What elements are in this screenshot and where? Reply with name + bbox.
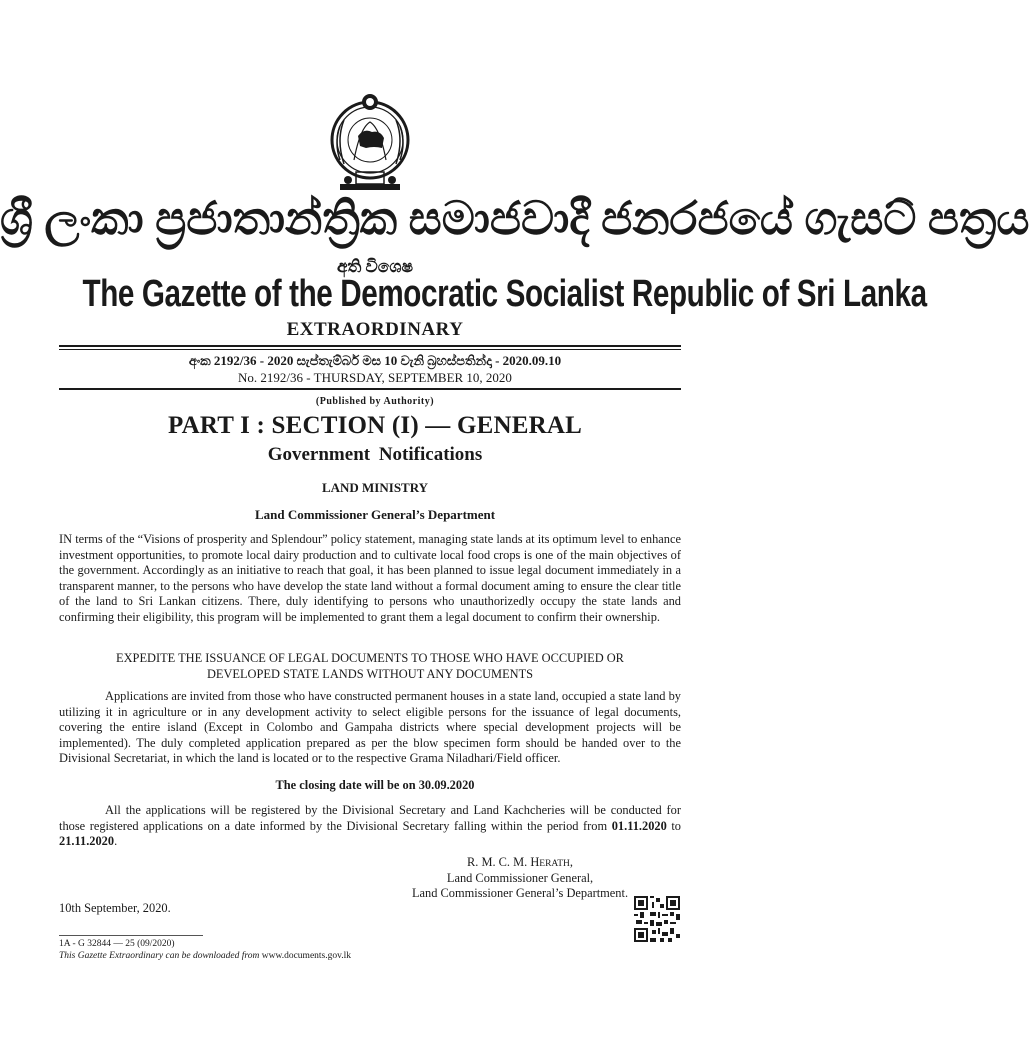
closing-date-line: The closing date will be on 30.09.2020 xyxy=(275,778,475,792)
header-rule-thick xyxy=(59,345,681,347)
signatory-department: Land Commissioner General’s Department. xyxy=(411,886,629,900)
notice-caps-heading: EXPEDITE THE ISSUANCE OF LEGAL DOCUMENTS TO THOSE WHO HAVE OCCUPIED OR DEVELOPED STATE LANDS WITHOUT ANY DOCUMENTS xyxy=(116,651,624,681)
footer-download-text: This Gazette Extraordinary can be downloaded from xyxy=(59,951,260,961)
signatory-name xyxy=(380,855,660,873)
registration-paragraph xyxy=(59,803,681,850)
department-heading: Land Commissioner General’s Department xyxy=(254,507,496,522)
sinhala-extraordinary-label: අති විශෙෂ xyxy=(337,257,413,276)
header-rule-thin xyxy=(59,349,681,350)
intro-paragraph: IN terms of the “Visions of prosperity and Splendour” policy statement, managing state lands at its optimum level to enhance investment opportunities, to promote local dairy production and to cultivate local food crops is one of the main objectives of the government. Accordingly as an initiative to reach that goal, it has been planned to issue legal document immediately in a transparent manner, to the persons who have develop the state land without a formal document aming to ensure the clear title of the land to Sri Lankan citizens. There, duly identifying to persons who unauthorizedly occupy the state lands and confirming their eligibility, this program will be implemented to grant them a legal document to confirm their ownership. xyxy=(59,532,681,624)
footer-rule xyxy=(59,935,203,936)
ministry-heading: LAND MINISTRY xyxy=(321,480,429,495)
signatory-title: Land Commissioner General, xyxy=(446,871,594,885)
registration-text-middle: to xyxy=(666,818,681,833)
english-gazette-title: The Gazette of the Democratic Socialist Republic of Sri Lanka xyxy=(82,273,927,315)
part-section-heading: PART I : SECTION (I) — GENERAL xyxy=(168,412,582,439)
registration-text-end: . xyxy=(114,834,118,849)
registration-date-to: 21.11.2020 xyxy=(59,834,115,849)
notice-date: 10th September, 2020. xyxy=(59,901,171,915)
footer-download-note xyxy=(59,951,351,961)
sinhala-gazette-title: ශ්‍රී ලංකා ප්‍රජාතාන්ත්‍රික සමාජවාදී ජනරජයේ ගැසට් පත්‍රය xyxy=(0,193,1029,244)
signatory-name-smallcaps: ERATH xyxy=(539,859,570,869)
applications-paragraph: Applications are invited from those who have constructed permanent houses in a state land, occupied a state land by utilizing it in agriculture or in any development activity to select eligible persons for the issuance of legal documents, covering the entire island (Except in Colombo and Gampaha districts where special development projects will be implemented). The duly completed application prepared as per the blow specimen form should be handed over to the Divisional Secretariat, in which the land is located or to the respective Grama Niladhari/Field officer. xyxy=(59,689,681,766)
issue-line-sinhala: අංක 2192/36 - 2020 සැප්තැම්බර් මස 10 වැනි බ්‍රහස්පතින්දා - 2020.09.10 xyxy=(188,353,562,368)
issue-rule xyxy=(59,388,681,390)
sri-lanka-emblem-icon xyxy=(326,88,414,200)
registration-text-start: All the applications will be registered by the Divisional Secretary and Land Kachcheries will be conducted for those registered applications on a date informed by the Divisional Secretary falling within the period from xyxy=(59,803,681,833)
footer-print-code: 1A - G 32844 — 25 (09/2020) xyxy=(59,939,175,949)
published-by-authority: (Published by Authority) xyxy=(315,396,435,407)
registration-date-from: 01.11.2020 xyxy=(611,818,667,833)
signatory-name-suffix: , xyxy=(569,855,574,869)
footer-download-url[interactable]: www.documents.gov.lk xyxy=(259,951,352,961)
signatory-name-prefix: R. M. C. M. H xyxy=(466,855,540,869)
issue-line-english: No. 2192/36 - THURSDAY, SEPTEMBER 10, 2020 xyxy=(238,370,512,385)
qr-code-icon xyxy=(634,896,680,942)
extraordinary-label: EXTRAORDINARY xyxy=(286,319,464,340)
notifications-heading: Government Notifications xyxy=(267,444,483,465)
